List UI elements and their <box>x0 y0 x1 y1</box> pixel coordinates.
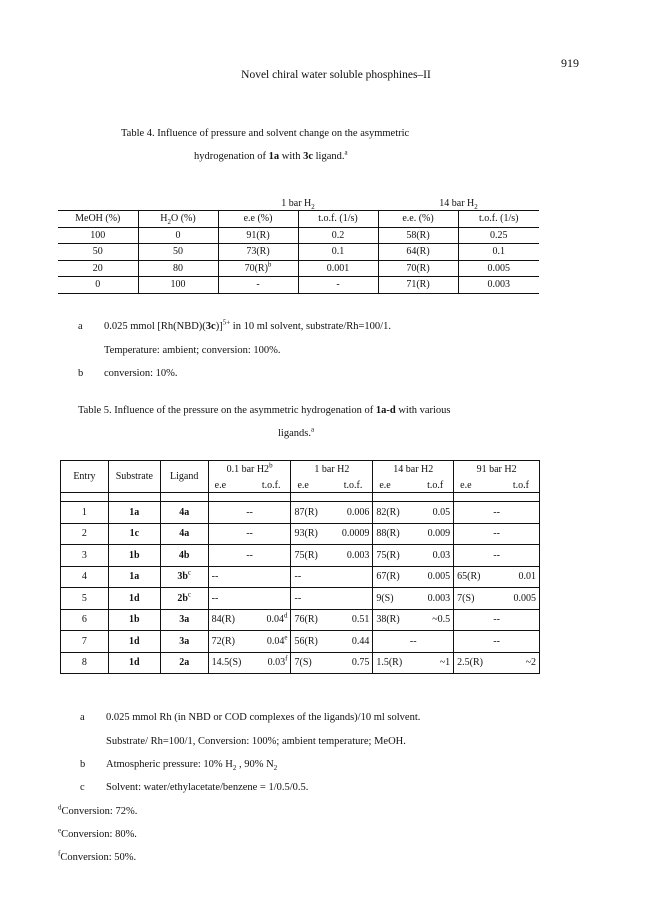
table5-cell-entry: 6 <box>61 609 109 631</box>
page-number: 919 <box>561 56 579 70</box>
table5-cell-ligand: 3a <box>160 631 208 653</box>
table5-cell-value: 75(R) 0.03 <box>373 545 454 567</box>
table4-group-1bar: 1 bar $H_2$ <box>281 197 315 211</box>
table5-cell-value: 93(R) 0.0009 <box>291 523 373 545</box>
table4-footnote-a-line1: 0.025 mmol $[Rh(NBD)(3c)]^{5+}$ in 10 ml solvent, substrate/Rh=100/1. <box>104 318 391 332</box>
table5-cell-substrate: 1b <box>108 609 160 631</box>
table5-header-p2: 1 bar H2 <box>291 461 373 479</box>
table5-subheader-p2: e.e t.o.f. <box>291 478 373 493</box>
table5-cell-entry: 5 <box>61 588 109 610</box>
table5-cell-value: -- <box>454 523 540 545</box>
table5-cell-value: 87(R) 0.006 <box>291 502 373 524</box>
table5-cell-substrate: 1d <box>108 631 160 653</box>
table4-cell: 0 <box>58 277 138 294</box>
table5-caption-note: a <box>310 425 315 434</box>
table-row <box>61 545 540 567</box>
table5-cell-ligand: $2b^c$ <box>160 588 208 610</box>
table-row <box>61 652 540 674</box>
table5-cell-value: 72(R) 0.04e <box>208 631 291 653</box>
table4-caption-post: ligand. <box>315 151 345 162</box>
table5-caption-text: Influence of the pressure on the asymmetric hydrogenation of <box>114 405 374 416</box>
table4-caption-note: a <box>344 148 348 157</box>
table4-cell: 100 <box>138 277 218 294</box>
table5-header-p3: 14 bar H2 <box>373 461 454 479</box>
table5-footnote-e: $^e$Conversion: 80%. <box>58 826 137 840</box>
table5 <box>60 460 540 674</box>
table4-cell: 100 <box>58 227 138 244</box>
table5-header-entry: Entry <box>61 461 109 493</box>
table5-cell-value: 75(R) 0.003 <box>291 545 373 567</box>
table5-cell-value: 67(R) 0.005 <box>373 566 454 588</box>
table4-caption-line1 <box>121 128 409 139</box>
table5-cell-ligand: 4a <box>160 502 208 524</box>
table5-cell-value: -- <box>454 631 540 653</box>
table4-header-meoh: MeOH (%) <box>58 211 138 228</box>
table4-footnote-b: conversion: 10%. <box>104 368 178 379</box>
table4-cell: 70(R) <box>378 260 458 277</box>
table5-subheader-p3: e.e t.o.f <box>373 478 454 493</box>
table4-cell: 20 <box>58 260 138 277</box>
table5-cell-ligand: 4a <box>160 523 208 545</box>
table5-body <box>61 502 540 674</box>
table5-cell-value: -- <box>208 523 291 545</box>
table4-caption-with: with <box>281 151 301 162</box>
table4-cell: 0.003 <box>458 277 539 294</box>
table5-footnote-a-line1: 0.025 mmol Rh (in NBD or COD complexes of the ligands)/10 ml solvent. <box>106 712 421 723</box>
table4-caption-substrate: 1a <box>268 151 280 162</box>
table4-header-tof1: t.o.f. (1/s) <box>298 211 378 228</box>
table-row <box>61 502 540 524</box>
table4-caption-text: Influence of pressure and solvent change on the asymmetric <box>157 128 410 139</box>
table4-cell: 71(R) <box>378 277 458 294</box>
table5-cell-entry: 3 <box>61 545 109 567</box>
table5-cell-value: 9(S) 0.003 <box>373 588 454 610</box>
table5-cell-entry: 4 <box>61 566 109 588</box>
table5-cell-value: 76(R) 0.51 <box>291 609 373 631</box>
table5-header-row <box>61 461 540 479</box>
table5-cell-ligand: $3b^c$ <box>160 566 208 588</box>
table4-cell: - <box>218 277 298 294</box>
table5-cell-value: -- <box>208 588 291 610</box>
table-row <box>61 631 540 653</box>
table4-cell: 0.2 <box>298 227 378 244</box>
table5-cell-value: 7(S) 0.75 <box>291 652 373 674</box>
table5-cell-value: 56(R) 0.44 <box>291 631 373 653</box>
table4-header-tof14: t.o.f. (1/s) <box>458 211 539 228</box>
table5-cell-value: 2.5(R) ~2 <box>454 652 540 674</box>
table-row <box>58 277 539 294</box>
table5-footnote-c-key: c <box>80 782 85 793</box>
table4 <box>58 196 539 294</box>
table5-footnote-d: $^d$Conversion: 72%. <box>58 803 138 817</box>
table4-cell: 0.1 <box>458 244 539 261</box>
table5-cell-value: 65(R) 0.01 <box>454 566 540 588</box>
table4-group-header <box>58 196 539 211</box>
running-head: Novel chiral water soluble phosphines–II <box>241 69 431 81</box>
table5-subheader-p4: e.e t.o.f <box>454 478 540 493</box>
table4-header-row <box>58 211 539 228</box>
table5-cell-value: -- <box>373 631 454 653</box>
table5-caption-line2: ligands.$^a$ <box>278 425 315 439</box>
table5-cell-value: 84(R) 0.04$^d$ <box>208 609 291 631</box>
table5-cell-value: -- <box>208 566 291 588</box>
table-row <box>58 260 539 277</box>
table5-cell-value: 14.5(S) 0.03$^f$ <box>208 652 291 674</box>
table-row <box>61 566 540 588</box>
table5-cell-substrate: 1c <box>108 523 160 545</box>
table4-footnote-a-line2: Temperature: ambient; conversion: 100%. <box>104 345 281 356</box>
table4-cell: 50 <box>138 244 218 261</box>
table4-cell: $70(R)^b$ <box>218 260 298 277</box>
table5-cell-value: -- <box>291 588 373 610</box>
table5-cell-entry: 8 <box>61 652 109 674</box>
table5-cell-value: 38(R) ~0.5 <box>373 609 454 631</box>
table5-cell-value: -- <box>208 545 291 567</box>
table4-cell: 0.005 <box>458 260 539 277</box>
table5-cell-value: -- <box>291 566 373 588</box>
table-row <box>58 244 539 261</box>
table4-header-ee14: e.e. (%) <box>378 211 458 228</box>
table5-spacer <box>61 493 540 502</box>
table5-header-p4: 91 bar H2 <box>454 461 540 479</box>
table4-cell: 91(R) <box>218 227 298 244</box>
table5-cell-value: 88(R) 0.009 <box>373 523 454 545</box>
table4-caption-label: Table 4. <box>121 128 155 139</box>
table4-cell: 73(R) <box>218 244 298 261</box>
table-row <box>61 523 540 545</box>
table5-subheader-p1: e.e t.o.f. <box>208 478 291 493</box>
table5-cell-entry: 2 <box>61 523 109 545</box>
table4-cell: 0 <box>138 227 218 244</box>
table5-footnote-b-key: b <box>80 759 86 770</box>
table5-footnote-f: $^f$Conversion: 50%. <box>58 849 137 863</box>
table-row <box>61 588 540 610</box>
table5-cell-substrate: 1d <box>108 588 160 610</box>
table5-footnote-a-line2: Substrate/ Rh=100/1, Conversion: 100%; ambient temperature; MeOH. <box>106 736 406 747</box>
table5-cell-entry: 7 <box>61 631 109 653</box>
table5-header-p1: 0.1 bar H2$^b$ <box>208 461 291 479</box>
table5-cell-substrate: 1d <box>108 652 160 674</box>
table4-footnote-a-key: a <box>78 321 83 332</box>
table5-cell-value: -- <box>454 502 540 524</box>
table5-header-substrate: Substrate <box>108 461 160 493</box>
table4-cell: - <box>298 277 378 294</box>
table5-caption-post: with various <box>398 405 451 416</box>
table4-cell: 80 <box>138 260 218 277</box>
table4-cell: 50 <box>58 244 138 261</box>
table-row <box>61 609 540 631</box>
table4-cell: 0.001 <box>298 260 378 277</box>
table5-cell-entry: 1 <box>61 502 109 524</box>
table5-cell-value: -- <box>208 502 291 524</box>
table4-cell: 64(R) <box>378 244 458 261</box>
table4-caption-text2: hydrogenation of <box>194 151 267 162</box>
table5-cell-value: 82(R) 0.05 <box>373 502 454 524</box>
table5-cell-ligand: 4b <box>160 545 208 567</box>
table5-caption-substrates: 1a-d <box>375 405 396 416</box>
table5-cell-ligand: 3a <box>160 609 208 631</box>
table4-header-h2o: $H_2O$ (%) <box>138 211 218 228</box>
table5-cell-value: -- <box>454 545 540 567</box>
table5-cell-value: 7(S) 0.005 <box>454 588 540 610</box>
table4-group-14bar: 14 bar $H_2$ <box>439 197 478 211</box>
table5-cell-ligand: 2a <box>160 652 208 674</box>
table4-header-ee1: e.e (%) <box>218 211 298 228</box>
table5-cell-value: 1.5(R) ~1 <box>373 652 454 674</box>
table5-footnote-c: Solvent: water/ethylacetate/benzene = 1/0.5/0.5. <box>106 782 309 793</box>
table5-caption-line1 <box>78 405 451 416</box>
table5-cell-substrate: 1b <box>108 545 160 567</box>
table5-header-ligand: Ligand <box>160 461 208 493</box>
table5-cell-value: -- <box>454 609 540 631</box>
table4-cell: 58(R) <box>378 227 458 244</box>
table5-footnote-a-key: a <box>80 712 85 723</box>
table4-footnote-b-key: b <box>78 368 84 379</box>
table-row <box>58 227 539 244</box>
table4-cell: 0.1 <box>298 244 378 261</box>
table5-caption-label: Table 5. <box>78 405 112 416</box>
table4-caption-line2 <box>194 148 348 162</box>
table5-footnote-b: Atmospheric pressure: 10% $H_2$ , 90% $N_2$ <box>106 759 278 773</box>
table5-cell-substrate: 1a <box>108 502 160 524</box>
table5-cell-substrate: 1a <box>108 566 160 588</box>
table4-cell: 0.25 <box>458 227 539 244</box>
table4-caption-ligand: 3c <box>303 151 313 162</box>
